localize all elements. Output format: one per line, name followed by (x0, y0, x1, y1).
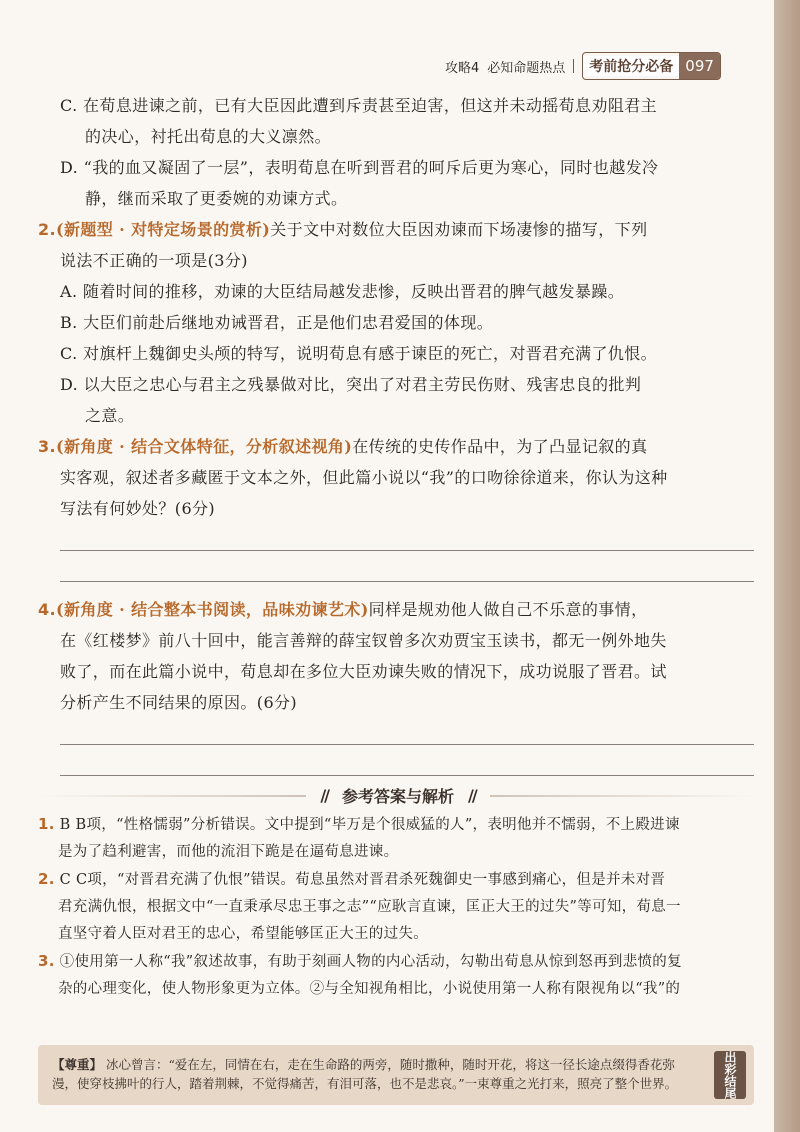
q2-option-c: C. 对旗杆上魏御史头颅的特写，说明荀息有感于谏臣的死亡，对晋君充满了仇恨。 (60, 344, 658, 363)
answer-2-text: C C项，“对晋君充满了仇恨”错误。荀息虽然对晋君杀死魏御史一事感到痛心，但是并未对晋 (59, 872, 666, 888)
question-4-text-line4: 分析产生不同结果的原因。(6分) (60, 693, 298, 712)
answer-2-line3: 直坚守着人臣对君王的忠心，希望能够匡正大王的过失。 (58, 926, 428, 942)
question-3-number: 3. (38, 437, 57, 456)
answer-2-number: 2. (38, 870, 55, 888)
question-2-text-line2: 说法不正确的一项是(3分) (60, 251, 248, 270)
answer-1-line2: 是为了趋利避害，而他的流泪下跪是在逼荀息进谏。 (58, 844, 399, 860)
question-4-text-line3: 败了，而在此篇小说中，荀息却在多位大臣劝谏失败的情况下，成功说服了晋君。试 (60, 662, 667, 681)
answer-1-text: B B项，“性格懦弱”分析错误。文中提到“毕万是个很威猛的人”，表明他并不懦弱，不上殿进谏 (59, 817, 680, 833)
question-3-tag: (新角度 · 结合文体特征，分析叙述视角) (56, 437, 353, 456)
footer-label: 【尊重】 (52, 1057, 103, 1072)
title-rule-right (490, 795, 758, 797)
header-badge (582, 52, 721, 80)
question-2 (38, 214, 758, 245)
question-4-text-line2: 在《红楼梦》前八十回中，能言善辩的薛宝钗曾多次劝贾宝玉读书，都无一例外地失 (60, 631, 667, 650)
question-3-text-line2: 实客观，叙述者多藏匿于文本之外，但此篇小说以“我”的口吻徐徐道来，你认为这种 (60, 468, 668, 487)
q2-option-a: A. 随着时间的推移，劝谏的大臣结局越发悲惨，反映出晋君的脾气越发暴躁。 (60, 282, 625, 301)
answer-blank-line[interactable] (60, 775, 754, 776)
answer-3-text: ①使用第一人称“我”叙述故事，有助于刻画人物的内心活动，勾勒出荀息从惊到怒再到悲愤的复 (59, 954, 682, 970)
slash-decoration: // (320, 786, 328, 805)
title-rule-left (38, 795, 306, 797)
footer-quote-box (38, 1045, 754, 1105)
question-4 (38, 594, 758, 625)
question-4-tag: (新角度 · 结合整本书阅读，品味劝谏艺术) (56, 600, 369, 619)
q2-option-b: B. 大臣们前赴后继地劝诫晋君，正是他们忠君爱国的体现。 (60, 313, 494, 332)
page-edge-strip (774, 0, 800, 1132)
answers-title: 参考答案与解析 (342, 787, 455, 806)
answer-1-number: 1. (38, 815, 55, 833)
section-label: 攻略4 (445, 60, 480, 76)
option-c-line1: C. 在荀息进谏之前，已有大臣因此遭到斥责甚至迫害，但这并未动摇荀息劝阻君主 (60, 96, 658, 115)
badge-label: 考前抢分必备 (583, 56, 679, 76)
slash-decoration: // (468, 786, 476, 805)
question-2-number: 2. (38, 220, 57, 239)
answer-2-line2: 君充满仇恨，根据文中“一直秉承尽忠王事之志”“应耿言直谏，匡正大王的过失”等可知，荀息一 (58, 899, 681, 915)
q2-option-d-line1: D. 以大臣之忠心与君主之残暴做对比，突出了对君主劳民伤财、残害忠良的批判 (60, 375, 642, 394)
question-3-text-line3: 写法有何妙处？(6分) (60, 499, 216, 518)
answer-2 (38, 866, 758, 894)
answer-3-line2: 杂的心理变化，使人物形象更为立体。②与全知视角相比，小说使用第一人称有限视角以“我”的 (58, 981, 681, 997)
header-divider (573, 59, 574, 73)
footer-stamp: 出彩结尾 (714, 1051, 746, 1099)
answer-3-number: 3. (38, 952, 55, 970)
question-3 (38, 431, 758, 462)
page-number: 097 (679, 53, 720, 79)
option-d-line1: D. “我的血又凝固了一层”，表明荀息在听到晋君的呵斥后更为寒心，同时也越发冷 (60, 158, 659, 177)
page-header (445, 52, 721, 80)
question-2-tag: (新题型 · 对特定场景的赏析) (56, 220, 271, 239)
answer-1 (38, 811, 758, 839)
question-3-text: 在传统的史传作品中，为了凸显记叙的真 (352, 437, 648, 456)
question-4-number: 4. (38, 600, 57, 619)
answers-section-title (38, 784, 758, 807)
question-4-text: 同样是规劝他人做自己不乐意的事情， (368, 600, 648, 619)
footer-text: 冰心曾言：“爱在左，同情在右，走在生命路的两旁，随时撒种，随时开花，将这一径长途点缀得香花弥漫，使穿枝拂叶的行人，踏着荆棘，不觉得痛苦，有泪可落，也不是悲哀。”一束尊重之光打来，照亮了整个世界。 (52, 1057, 678, 1091)
q2-option-d-line2: 之意。 (85, 406, 135, 425)
main-content (38, 90, 758, 1003)
option-d-line2: 静，继而采取了更委婉的劝谏方式。 (85, 189, 348, 208)
answer-3 (38, 948, 758, 976)
option-c-line2: 的决心，衬托出荀息的大义凛然。 (85, 127, 332, 146)
question-2-text: 关于文中对数位大臣因劝谏而下场凄惨的描写，下列 (270, 220, 648, 239)
topic-label: 必知命题热点 (487, 60, 566, 76)
